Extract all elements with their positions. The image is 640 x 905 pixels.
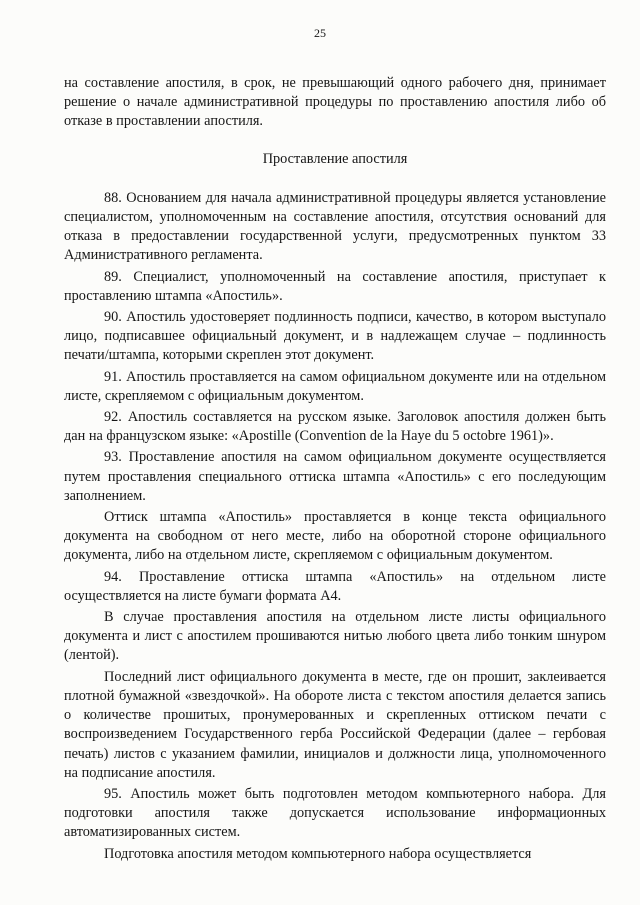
paragraph-last-sheet: Последний лист официального документа в месте, где он прошит, заклеивается плотной бумажной «звездочкой». На обороте листа с текстом апостиля делается запись о количестве прошитых, пронумерованных и скрепленных оттиском печати с воспроизведением Государственного герба Российской Федерации (далее – гербовая печать) листов с указанием фамилии, инициалов и должности лица, уполномоченного на подписание апостиля. [64,668,606,781]
paragraph-95: 95. Апостиль может быть подготовлен методом компьютерного набора. Для подготовки апостиля также допускается использование информационных автоматизированных систем. [64,785,606,841]
paragraph-continued: на составление апостиля, в срок, не превышающий одного рабочего дня, принимает решение о начале административной процедуры по проставлению апостиля либо об отказе в проставлении апостиля. [64,75,606,130]
paragraph-93: 93. Проставление апостиля на самом официальном документе осуществляется путем проставления специального оттиска штампа «Апостиль» с его последующим заполнением. [64,449,606,504]
paragraph-89: 89. Специалист, уполномоченный на составление апостиля, приступает к проставлению штампа «Апостиль». [64,268,606,304]
paragraph-preparation: Подготовка апостиля методом компьютерного набора осуществляется [104,845,532,862]
document-body [64,74,606,864]
paragraph-88: 88. Основанием для начала административной процедуры является установление специалистом, уполномоченным на составление апостиля, отсутствия оснований для отказа в предоставлении государственной услуги, предусмотренных пунктом 33 Административного регламента. [64,189,606,264]
section-heading: Проставление апостиля [262,150,408,167]
paragraph-separate-sheet: В случае проставления апостиля на отдельном листе листы официального документа и лист с апостилем прошиваются нитью любого цвета либо тонким шнуром (лентой). [64,609,606,664]
paragraph-stamp-placement: Оттиск штампа «Апостиль» проставляется в конце текста официального документа на свободном от него месте, либо на оборотной стороне официального документа, либо на отдельном листе, скрепляемом с официальным документом. [64,509,606,564]
paragraph-90: 90. Апостиль удостоверяет подлинность подписи, качество, в котором выступало лицо, подписавшее официальный документ, и в надлежащем случае – подлинность печати/штампа, которыми скреплен этот документ. [64,309,606,364]
paragraph-91: 91. Апостиль проставляется на самом официальном документе или на отдельном листе, скрепляемом с официальным документом. [64,368,606,404]
paragraph-92: 92. Апостиль составляется на русском языке. Заголовок апостиля должен быть дан на французском языке: «Apostille (Convention de la Haye du 5 octobre 1961)». [64,409,606,445]
paragraph-94: 94. Проставление оттиска штампа «Апостиль» на отдельном листе осуществляется на листе бумаги формата А4. [64,568,606,604]
page-number: 25 [314,26,326,40]
